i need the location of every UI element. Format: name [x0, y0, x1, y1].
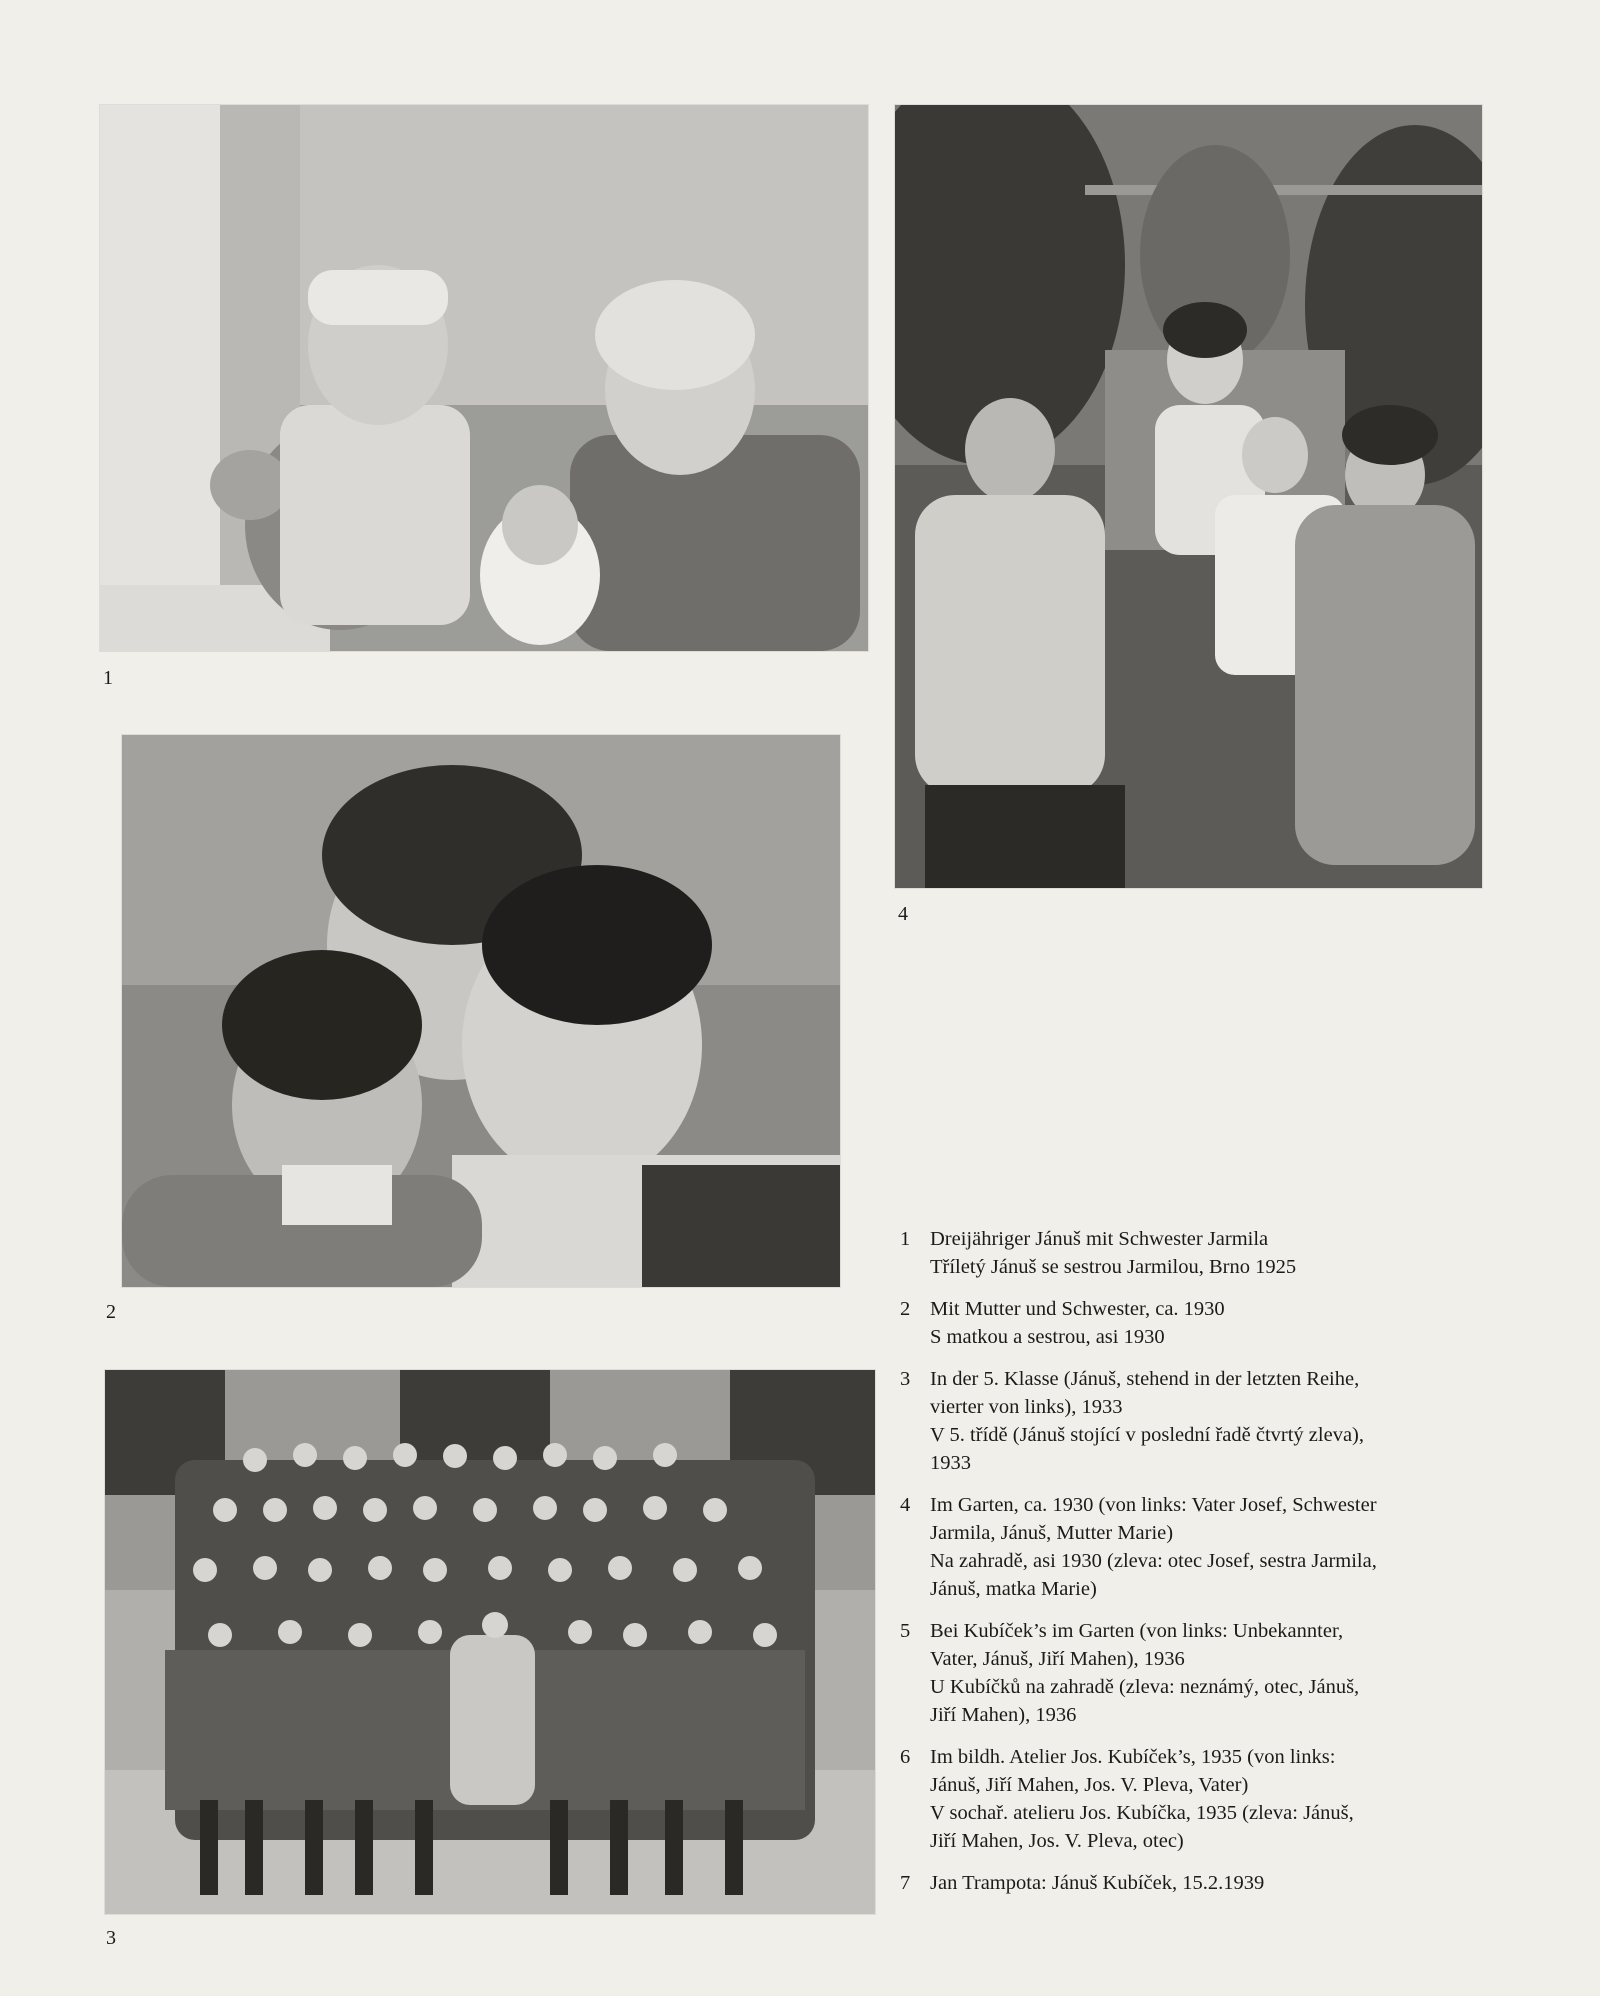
photo-1-children-with-toys	[100, 105, 868, 651]
caption-number: 7	[900, 1872, 911, 1894]
caption-line: Vater, Jánuš, Jiří Mahen), 1936	[930, 1648, 1185, 1670]
caption-line: Jan Trampota: Jánuš Kubíček, 15.2.1939	[930, 1872, 1265, 1894]
caption-line: V sochař. atelieru Jos. Kubíčka, 1935 (zleva: Jánuš,	[930, 1802, 1354, 1824]
caption-number: 4	[900, 1494, 911, 1516]
caption-line: Mit Mutter und Schwester, ca. 1930	[930, 1298, 1225, 1320]
figure-number-4: 4	[898, 903, 908, 925]
caption-number: 3	[900, 1368, 911, 1390]
caption-line: Jánuš, Jiří Mahen, Jos. V. Pleva, Vater)	[930, 1774, 1249, 1796]
caption-line: 1933	[930, 1452, 971, 1474]
caption-line: In der 5. Klasse (Jánuš, stehend in der letzten Reihe,	[930, 1368, 1360, 1390]
figure-number-2: 2	[106, 1301, 116, 1323]
caption-3	[900, 1365, 1500, 1477]
caption-6	[900, 1743, 1500, 1855]
caption-7	[900, 1869, 1500, 1897]
caption-5	[900, 1617, 1500, 1729]
caption-line: Tříletý Jánuš se sestrou Jarmilou, Brno 1925	[930, 1256, 1297, 1278]
caption-line: Jánuš, matka Marie)	[930, 1578, 1097, 1600]
caption-line: Na zahradě, asi 1930 (zleva: otec Josef, sestra Jarmila,	[930, 1550, 1377, 1572]
caption-line: Bei Kubíček’s im Garten (von links: Unbekannter,	[930, 1620, 1344, 1642]
photo-3-class-photo	[105, 1370, 875, 1914]
caption-line: S matkou a sestrou, asi 1930	[930, 1326, 1165, 1348]
caption-line: V 5. třídě (Jánuš stojící v poslední řadě čtvrtý zleva),	[930, 1424, 1364, 1446]
photo-2-mother-and-children	[122, 735, 840, 1287]
photo-4-family-in-garden	[895, 105, 1482, 888]
caption-line: Dreijähriger Jánuš mit Schwester Jarmila	[930, 1228, 1269, 1250]
caption-line: Jiří Mahen, Jos. V. Pleva, otec)	[930, 1830, 1184, 1852]
figure-number-1: 1	[103, 667, 113, 689]
caption-number: 5	[900, 1620, 911, 1642]
caption-number: 1	[900, 1228, 911, 1250]
caption-line: vierter von links), 1933	[930, 1396, 1123, 1418]
caption-line: Jiří Mahen), 1936	[930, 1704, 1077, 1726]
caption-2	[900, 1295, 1500, 1351]
caption-number: 2	[900, 1298, 911, 1320]
caption-number: 6	[900, 1746, 911, 1768]
caption-1	[900, 1225, 1500, 1281]
figure-number-3: 3	[106, 1927, 116, 1949]
caption-4	[900, 1491, 1500, 1603]
caption-line: Jarmila, Jánuš, Mutter Marie)	[930, 1522, 1174, 1544]
caption-line: Im bildh. Atelier Jos. Kubíček’s, 1935 (von links:	[930, 1746, 1336, 1768]
captions-list	[900, 1225, 1500, 1911]
caption-line: Im Garten, ca. 1930 (von links: Vater Josef, Schwester	[930, 1494, 1377, 1516]
caption-line: U Kubíčků na zahradě (zleva: neznámý, otec, Jánuš,	[930, 1676, 1360, 1698]
